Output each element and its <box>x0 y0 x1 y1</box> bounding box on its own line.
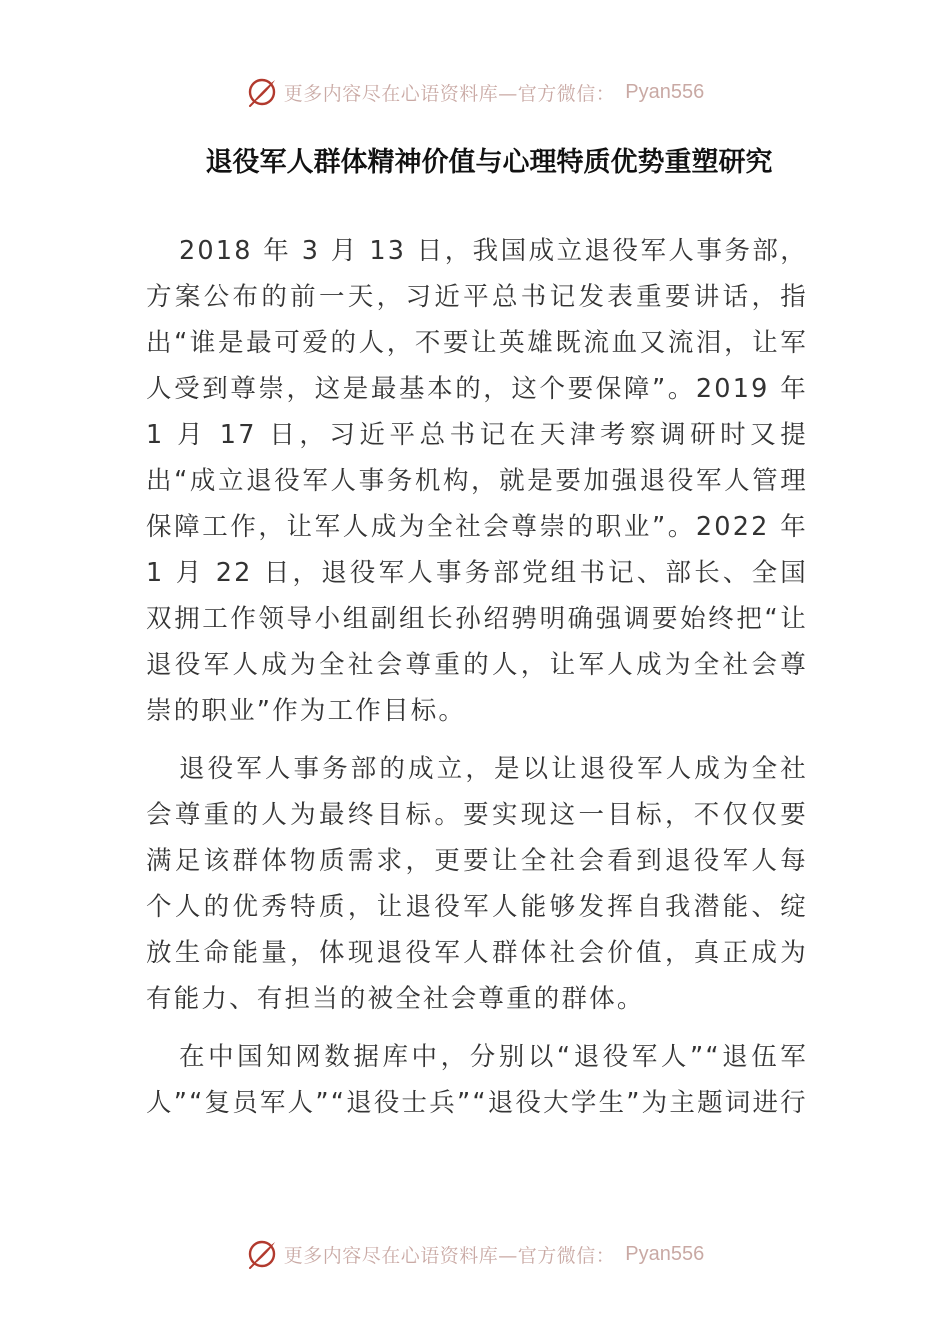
feather-logo-icon <box>246 76 278 108</box>
paragraph: 退役军人事务部的成立，是以让退役军人成为全社会尊重的人为最终目标。要实现这一目标，不仅仅要满足该群体物质需求，更要让全社会看到退役军人每个人的优秀特质，让退役军人能够发挥自我潜能、绽放生命能量，体现退役军人群体社会价值，真正成为有能力、有担当的被全社会尊重的群体。 <box>146 754 808 1014</box>
watermark-text: 更多内容尽在心语资料库—官方微信： <box>283 82 616 105</box>
document-body <box>146 228 808 1126</box>
watermark-wechat-id: Pyan556 <box>625 80 705 103</box>
feather-logo-icon <box>246 1238 278 1270</box>
document-title: 退役军人群体精神价值与心理特质优势重塑研究 <box>205 147 773 178</box>
footer-watermark <box>0 1234 950 1274</box>
watermark-wechat-id: Pyan556 <box>625 1242 705 1265</box>
header-watermark <box>0 72 950 112</box>
watermark-text: 更多内容尽在心语资料库—官方微信： <box>283 1244 616 1267</box>
paragraph: 在中国知网数据库中，分别以“退役军人”“退伍军人”“复员军人”“退役士兵”“退役大学生”为主题词进行 <box>146 1042 808 1118</box>
paragraph: 2018 年 3 月 13 日，我国成立退役军人事务部，方案公布的前一天，习近平总书记发表重要讲话，指出“谁是最可爱的人，不要让英雄既流血又流泪，让军人受到尊崇，这是最基本的，这个要保障”。2019 年 1 月 17 日，习近平总书记在天津考察调研时又提出“成立退役军人事务机构，就是要加强退役军人管理保障工作，让军人成为全社会尊崇的职业”。2022 年 1 月 22 日，退役军人事务部党组书记、部长、全国双拥工作领导小组副组长孙绍骋明确强调要始终把“让退役军人成为全社会尊重的人，让军人成为全社会尊崇的职业”作为工作目标。 <box>146 236 808 726</box>
